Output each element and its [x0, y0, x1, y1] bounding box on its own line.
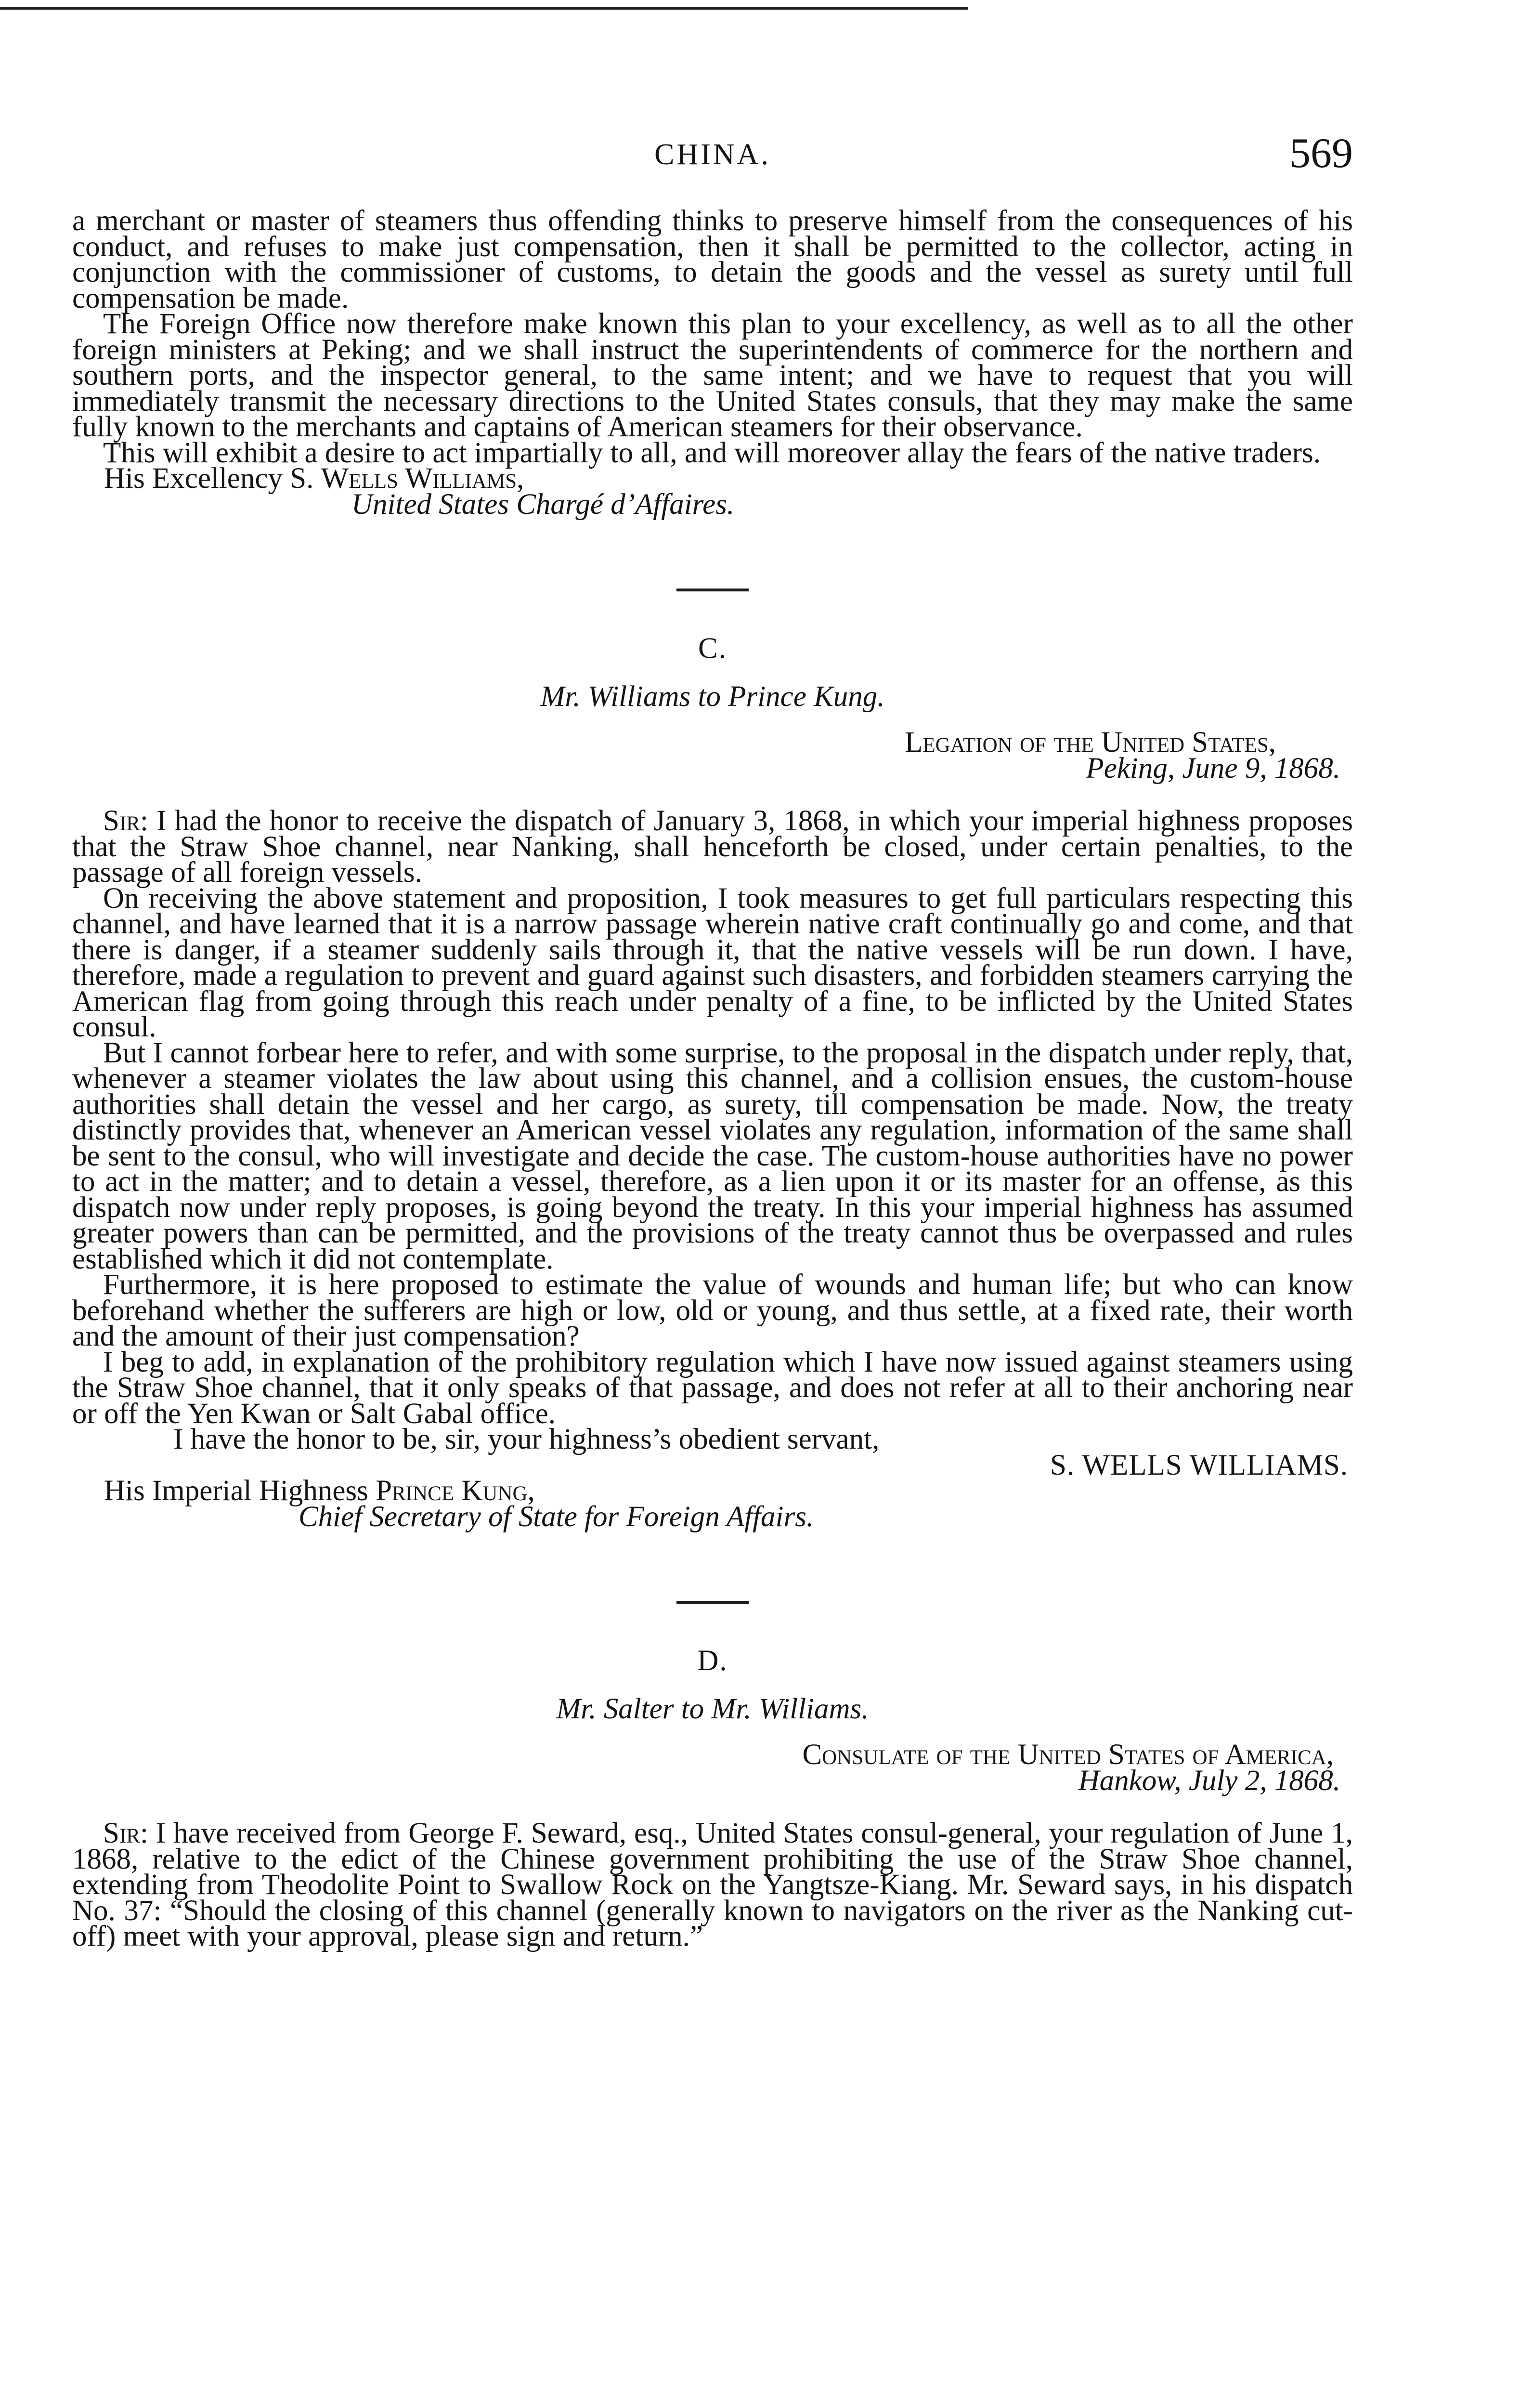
- addressee-prefix: His Excellency S.: [104, 462, 321, 495]
- letter-title: Mr. Salter to Mr. Williams.: [556, 1692, 869, 1725]
- body-text: [72, 205, 1353, 1952]
- running-head: [72, 129, 1353, 177]
- section-divider: [676, 589, 749, 591]
- section-letter-c: C.: [698, 632, 727, 665]
- section-letter-d: D.: [697, 1645, 728, 1677]
- paragraph: On receiving the above statement and proposition, I took measures to get full particulars respecting this channel, and have learned that it is a narrow passage wherein native craft continually go and come, and that there is danger, if a steamer suddenly sails through it, that the native vessels will be run down. I have, therefore, made a regulation to prevent and guard against such disasters, and forbidden steamers carrying the American flag from going through this reach under penalty of a fine, to be inflicted by the United States consul.: [72, 882, 1353, 1043]
- salutation: Sir: [103, 805, 140, 837]
- paragraph: a merchant or master of steamers thus offending thinks to preserve himself from the consequences of his conduct, and refuses to make just compensation, then it shall be permitted to the collector, acting in conjunction with the commissioner of customs, to detain the goods and the vessel as surety until full compensation be made.: [72, 205, 1353, 314]
- dateline-date: Peking, June 9, 1868.: [1086, 752, 1340, 785]
- dateline-place: Legation of the United States,: [905, 726, 1276, 759]
- running-title: CHINA.: [654, 138, 771, 171]
- page-number: 569: [1289, 130, 1353, 177]
- paragraph: But I cannot forbear here to refer, and with some surprise, to the proposal in the dispatch under reply, that, whenever a steamer violates the law about using this channel, and a collision ensues, the custom-house authorities shall detain the vessel and her cargo, as surety, till compensation be made. Now, the treaty distinctly provides that, whenever an American vessel violates any regulation, information of the same shall be sent to the consul, who will investigate and decide the case. The custom-house authorities have no power to act in the matter; and to detain a vessel, therefore, as a lien upon it or its master for an offense, as this dispatch now under reply proposes, is going beyond the treaty. In this your imperial highness has assumed greater powers than can be permitted, and the provisions of the treaty cannot thus be overpassed and rules established which it did not contemplate.: [72, 1036, 1353, 1275]
- section-divider: [676, 1601, 749, 1604]
- dateline-place: Consulate of the United States of America,: [802, 1739, 1334, 1771]
- paragraph: [72, 1817, 1353, 1952]
- dateline: [72, 1739, 1353, 1797]
- top-rule: [0, 7, 968, 10]
- dateline-date: Hankow, July 2, 1868.: [1078, 1764, 1340, 1797]
- addressee-prefix: His Imperial Highness: [104, 1475, 376, 1507]
- signature: S. WELLS WILLIAMS.: [1050, 1449, 1348, 1481]
- paragraph: Furthermore, it is here proposed to estimate the value of wounds and human life; but who can know beforehand whether the sufferers are high or low, old or young, and thus settle, at a fixed rate, their worth and the amount of their just compensation?: [72, 1269, 1353, 1352]
- paragraph: This will exhibit a desire to act impartially to all, and will moreover allay the fears of the native traders.: [103, 436, 1321, 469]
- addressee-line: [72, 1475, 1353, 1507]
- addressee-title: United States Chargé d’Affaires.: [351, 488, 735, 521]
- dateline: [72, 726, 1353, 785]
- addressee-line: [72, 462, 1353, 495]
- addressee-name: Prince Kung,: [376, 1475, 535, 1507]
- paragraph-text: : I had the honor to receive the dispatch of January 3, 1868, in which your imperial highness proposes that the Straw Shoe channel, near Nanking, shall henceforth be closed, under certain penalties, to the passage of all foreign vessels.: [72, 805, 1353, 889]
- paragraph-text: : I have received from George F. Seward, esq., United States consul-general, your regulation of June 1, 1868, relative to the edict of the Chinese government prohibiting the use of the Straw Shoe channel, extending from Theodolite Point to Swallow Rock on the Yangtsze-Kiang. Mr. Seward says, in his dispatch No. 37: “Should the closing of this channel (generally known to navigators on the river as the Nanking cut-off) meet with your approval, please sign and return.”: [72, 1817, 1353, 1952]
- closing-line: I have the honor to be, sir, your highness’s obedient servant,: [173, 1423, 880, 1455]
- paragraph: I beg to add, in explanation of the prohibitory regulation which I have now issued against steamers using the Straw Shoe channel, that it only speaks of that passage, and does not refer at all to their anchoring near or off the Yen Kwan or Salt Gabal office.: [72, 1346, 1353, 1430]
- letter-title: Mr. Williams to Prince Kung.: [540, 680, 885, 713]
- salutation: Sir: [103, 1817, 140, 1849]
- addressee-title: Chief Secretary of State for Foreign Affairs.: [299, 1500, 814, 1533]
- addressee-name: Wells Williams,: [321, 462, 524, 495]
- paragraph: [72, 805, 1353, 889]
- paragraph: The Foreign Office now therefore make known this plan to your excellency, as well as to all the other foreign ministers at Peking; and we shall instruct the superintendents of commerce for the northern and southern ports, and the inspector general, to the same intent; and we have to request that you will immediately transmit the necessary directions to the United States consuls, that they may make the same fully known to the merchants and captains of American steamers for their observance.: [72, 308, 1353, 443]
